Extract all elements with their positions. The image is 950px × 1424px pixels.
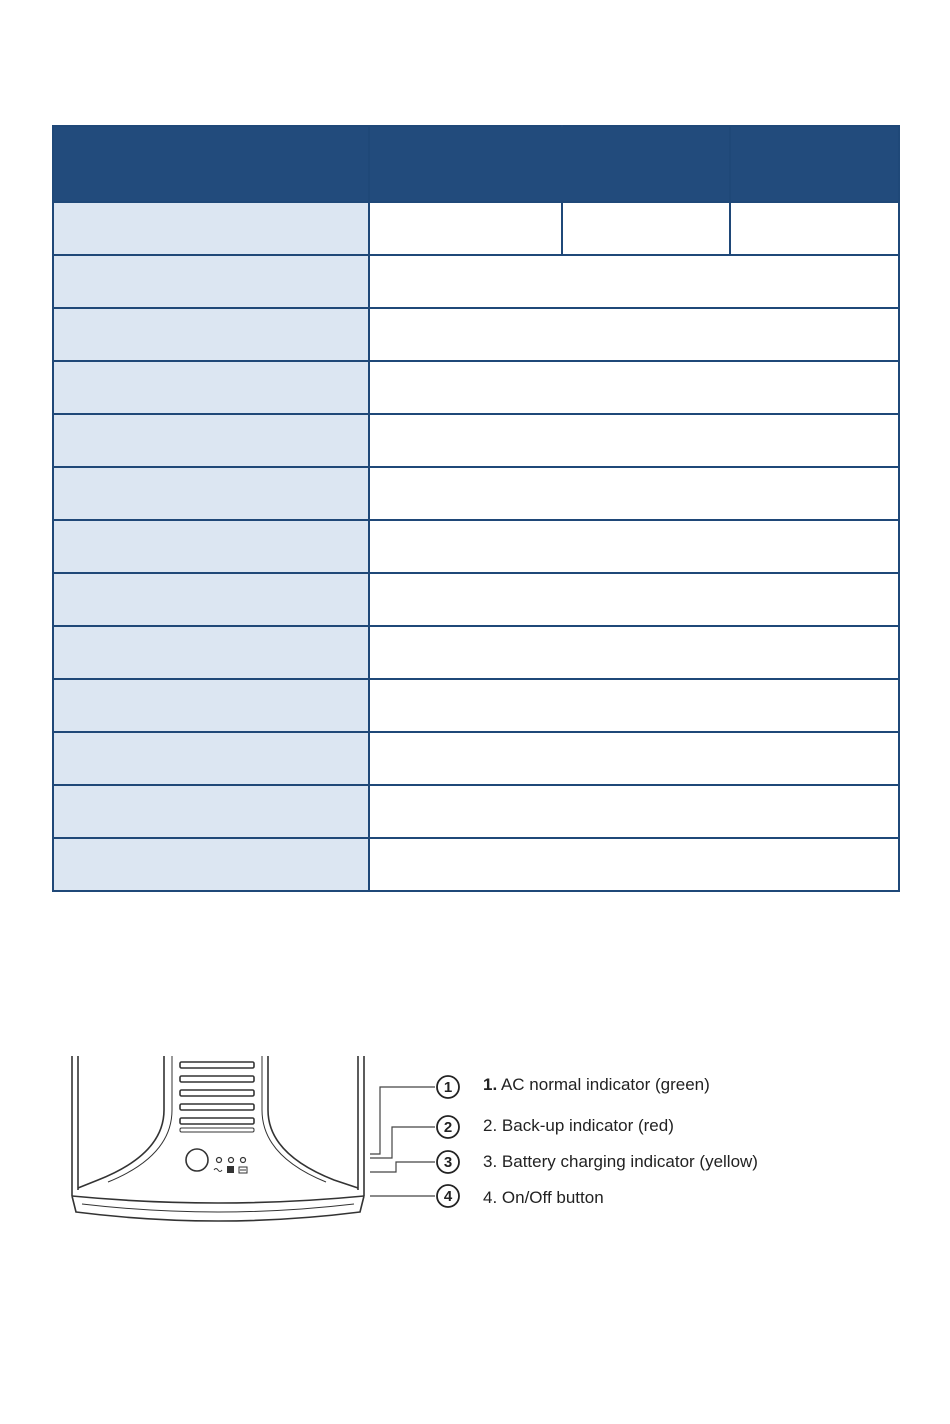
- table-row: [53, 308, 899, 361]
- row-label: [53, 414, 369, 467]
- row-value: [369, 838, 899, 891]
- row-label: [53, 626, 369, 679]
- table-row: [53, 573, 899, 626]
- legend-item: 4. On/Off button: [483, 1188, 604, 1207]
- row-label: [53, 679, 369, 732]
- model-row: [53, 202, 899, 255]
- header-cell: [53, 126, 369, 202]
- model-cell: [562, 202, 730, 255]
- row-value: [369, 679, 899, 732]
- row-value: [369, 785, 899, 838]
- table-row: [53, 785, 899, 838]
- table-row: [53, 626, 899, 679]
- row-label: [53, 361, 369, 414]
- specifications-table: [52, 125, 900, 892]
- callout-number: 3: [443, 1154, 453, 1171]
- row-label: [53, 308, 369, 361]
- row-value: [369, 732, 899, 785]
- table-row: [53, 467, 899, 520]
- table-row: [53, 414, 899, 467]
- table-row: [53, 361, 899, 414]
- ups-front-panel-illustration: [68, 1054, 368, 1230]
- row-value: [369, 626, 899, 679]
- row-value: [369, 520, 899, 573]
- header-cell: [730, 126, 899, 202]
- row-label: [53, 838, 369, 891]
- model-cell: [369, 202, 562, 255]
- row-value: [369, 414, 899, 467]
- header-cell: [369, 126, 562, 202]
- row-value: [369, 308, 899, 361]
- callout-number: 4: [443, 1188, 453, 1205]
- table-row: [53, 255, 899, 308]
- row-label: [53, 785, 369, 838]
- table-header-row: [53, 126, 899, 202]
- callout-number: 2: [443, 1119, 453, 1136]
- table-row: [53, 679, 899, 732]
- model-cell: [730, 202, 899, 255]
- table-row: [53, 520, 899, 573]
- row-label: [53, 520, 369, 573]
- row-value: [369, 361, 899, 414]
- row-label: [53, 467, 369, 520]
- row-value: [369, 467, 899, 520]
- header-cell: [562, 126, 730, 202]
- row-label: [53, 255, 369, 308]
- legend-item: 1. AC normal indicator (green): [483, 1075, 710, 1094]
- row-label: [53, 573, 369, 626]
- row-label: [53, 202, 369, 255]
- row-value: [369, 573, 899, 626]
- table-row: [53, 838, 899, 891]
- legend-item: 2. Back-up indicator (red): [483, 1116, 674, 1135]
- row-label: [53, 732, 369, 785]
- table-row: [53, 732, 899, 785]
- callout-number: 1: [443, 1079, 453, 1096]
- row-value: [369, 255, 899, 308]
- callout-leaders: [370, 1072, 470, 1212]
- legend-item: 3. Battery charging indicator (yellow): [483, 1152, 758, 1171]
